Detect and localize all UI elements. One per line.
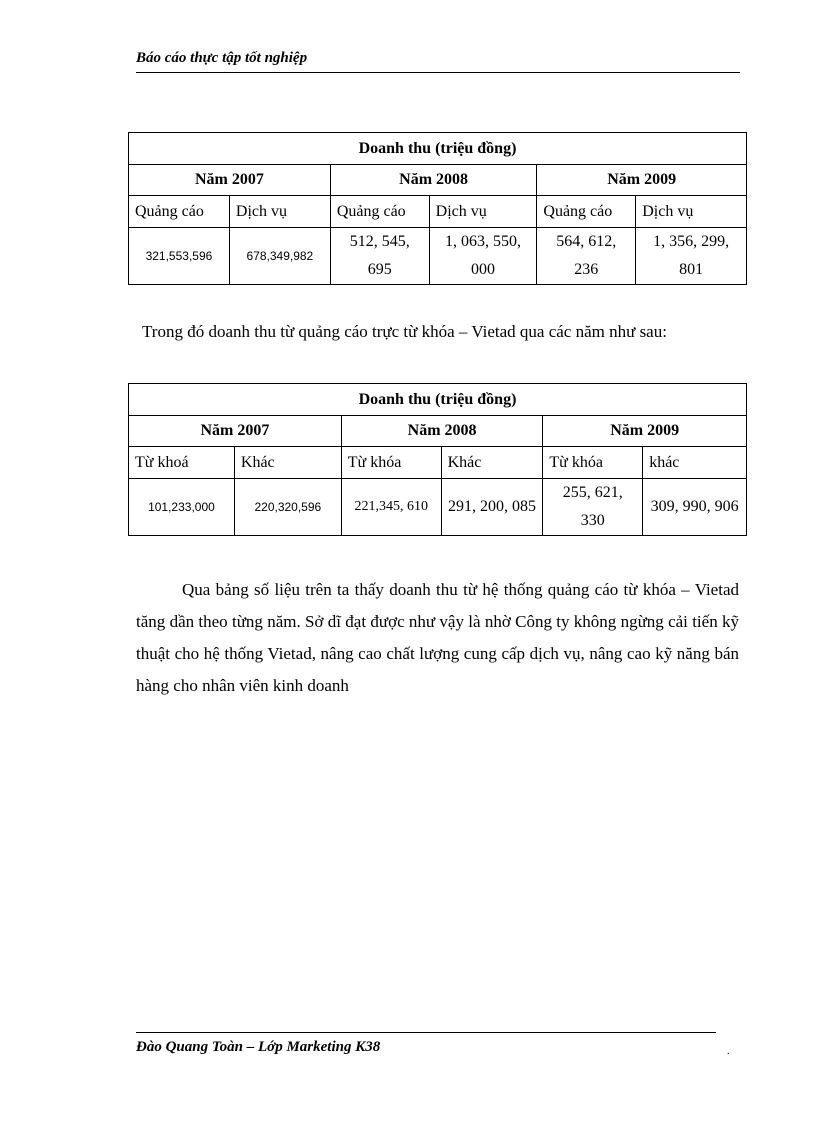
page-footer: Đào Quang Toàn – Lớp Marketing K38 — [136, 1039, 381, 1055]
table-cell: 291, 200, 085 — [441, 479, 543, 536]
year-header: Năm 2009 — [543, 416, 747, 447]
column-header: Từ khóa — [543, 447, 643, 479]
table-caption: Trong đó doanh thu từ quảng cáo trực từ khóa – Vietad qua các năm như sau: — [142, 322, 667, 341]
column-header: Khác — [441, 447, 543, 479]
table-cell: 1, 356, 299, 801 — [636, 228, 747, 285]
year-header: Năm 2008 — [330, 165, 537, 196]
year-header: Năm 2008 — [341, 416, 543, 447]
table-cell: 255, 621, 330 — [543, 479, 643, 536]
table-cell: 512, 545, 695 — [330, 228, 429, 285]
column-header: Dịch vụ — [429, 196, 537, 228]
footer-divider — [136, 1032, 716, 1033]
year-header: Năm 2009 — [537, 165, 747, 196]
footer-mark: . — [727, 1046, 730, 1057]
column-header: Quảng cáo — [537, 196, 636, 228]
table-cell: 321,553,596 — [129, 228, 230, 285]
year-header: Năm 2007 — [129, 165, 331, 196]
table-cell: 1, 063, 550, 000 — [429, 228, 537, 285]
table-cell: 564, 612, 236 — [537, 228, 636, 285]
table-cell: 220,320,596 — [234, 479, 341, 536]
column-header: Quảng cáo — [330, 196, 429, 228]
table-cell: 221,345, 610 — [341, 479, 441, 536]
column-header: Dịch vụ — [636, 196, 747, 228]
table-cell: 309, 990, 906 — [643, 479, 747, 536]
column-header: khác — [643, 447, 747, 479]
table-title: Doanh thu (triệu đồng) — [129, 384, 747, 416]
page-header: Báo cáo thực tập tốt nghiệp — [136, 50, 740, 73]
body-paragraph: Qua bảng số liệu trên ta thấy doanh thu từ hệ thống quảng cáo từ khóa – Vietad tăng dần theo từng năm. Sở dĩ đạt được như vậy là nhờ Công ty không ngừng cải tiến kỹ thuật cho hệ thống Vietad, nâng cao chất lượng cung cấp dịch vụ, nâng cao kỹ năng bán hàng cho nhân viên kinh doanh — [136, 580, 739, 695]
column-header: Từ khoá — [129, 447, 235, 479]
table-cell: 678,349,982 — [229, 228, 330, 285]
table-cell: 101,233,000 — [129, 479, 235, 536]
revenue-table-keywords — [128, 383, 747, 536]
column-header: Quảng cáo — [129, 196, 230, 228]
year-header: Năm 2007 — [129, 416, 342, 447]
column-header: Dịch vụ — [229, 196, 330, 228]
revenue-table-services — [128, 132, 747, 285]
column-header: Từ khóa — [341, 447, 441, 479]
table-title: Doanh thu (triệu đồng) — [129, 133, 747, 165]
column-header: Khác — [234, 447, 341, 479]
